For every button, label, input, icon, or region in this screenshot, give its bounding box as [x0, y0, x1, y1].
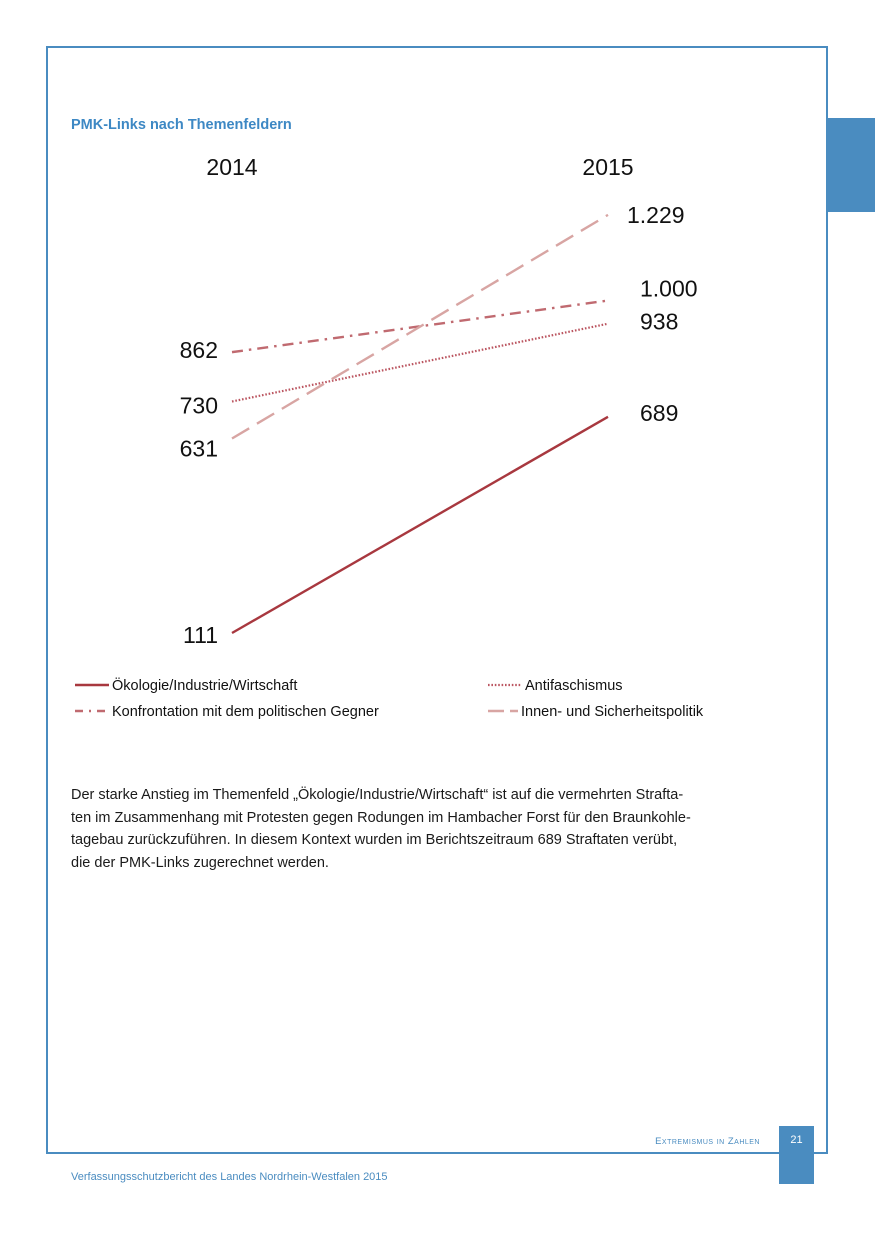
value-label-2014: 730	[179, 392, 218, 419]
year-label-2014: 2014	[206, 154, 258, 180]
series-line-3	[232, 215, 608, 439]
body-line: ten im Zusammenhang mit Protesten gegen Rodungen im Hambacher Forst für den Braunkohle-	[71, 809, 691, 826]
legend-label: Antifaschismus	[525, 678, 623, 694]
series-line-1	[232, 324, 608, 402]
value-label-2014: 631	[179, 435, 218, 462]
value-label-2015: 1.229	[627, 201, 685, 228]
value-label-2015: 689	[640, 399, 679, 426]
value-label-2015: 1.000	[640, 275, 698, 302]
body-line: die der PMK-Links zugerechnet werden.	[71, 854, 329, 871]
legend-label: Innen- und Sicherheitspolitik	[521, 704, 704, 720]
legend-entry	[488, 678, 623, 694]
value-label-2014: 862	[179, 337, 218, 364]
section-title: PMK-Links nach Themenfeldern	[71, 117, 292, 133]
body-line: Der starke Anstieg im Themenfeld „Ökologie/Industrie/Wirtschaft“ ist auf die vermehrten Strafta-	[71, 787, 684, 803]
legend-entry	[75, 676, 297, 694]
publication-footer: Verfassungsschutzbericht des Landes Nordrhein-Westfalen 2015	[71, 1171, 388, 1183]
page-number: 21	[779, 1126, 814, 1184]
running-section-label: Extremismus in Zahlen	[655, 1136, 760, 1147]
body-line: tagebau zurückzuführen. In diesem Kontext wurden im Berichtszeitraum 689 Straftaten verübt,	[71, 832, 678, 848]
body-paragraph	[71, 784, 811, 874]
year-label-2015: 2015	[582, 154, 634, 180]
value-label-2015: 938	[640, 308, 679, 335]
legend-label: Konfrontation mit dem politischen Gegner	[112, 704, 379, 720]
legend-entry	[488, 704, 704, 720]
legend-entry	[75, 704, 379, 720]
value-label-2014: 111	[183, 622, 218, 648]
series-line-0	[232, 417, 608, 633]
legend-label: Ökologie/Industrie/Wirtschaft	[112, 678, 298, 694]
